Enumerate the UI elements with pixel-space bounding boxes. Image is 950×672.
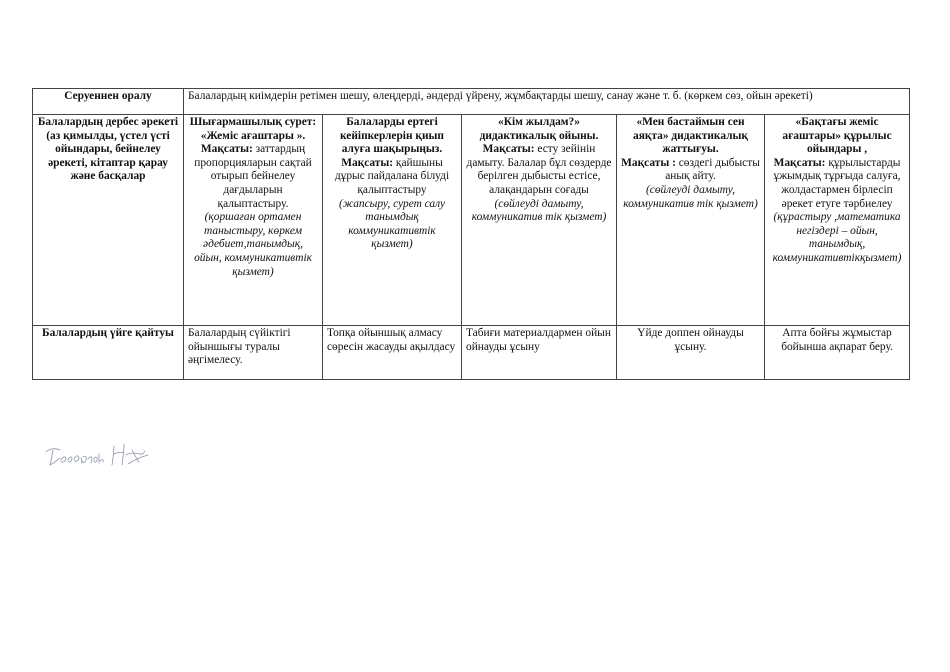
row-content-return: Балалардың киімдерін ретімен шешу, өлеңдерді, әндерді үйрену, жұмбақтарды шешу, санау және т. б. (көркем сөз, ойын әрекеті) — [184, 89, 910, 115]
day-cell-5 — [765, 115, 910, 326]
activity-title: «Бақтағы жеміс ағаштары» құрылыс ойындары , — [782, 116, 892, 156]
home-cell-3: Табиғи материалдармен ойын ойнауды ұсыну — [462, 326, 617, 380]
goal-text: есту зейінін дамыту. Балалар бұл сөздерде берілген дыбысты естісе, алақандарын соғады — [466, 143, 612, 196]
row-label-home: Балалардың үйге қайтуы — [33, 326, 184, 380]
activity-title: «Кім жылдам?» дидактикалық ойыны. — [479, 116, 599, 142]
table-row-independent — [33, 115, 910, 326]
home-cell-1: Балалардың сүйіктігі ойыншығы туралы әңгімелесу. — [184, 326, 323, 380]
day-cell-2 — [323, 115, 462, 326]
goal-text: заттардың пропорцияларын сақтай отырып бейнелеу дағдыларын қалыптастыру. — [194, 143, 312, 210]
day-cell-4 — [617, 115, 765, 326]
activity-types: (қоршаған ортамен таныстыру, көркем әдебиет,танымдық, ойын, коммуникативтік қызмет) — [194, 211, 312, 278]
home-cell-2: Топқа ойыншық алмасу сөресін жасауды ақылдасу — [323, 326, 462, 380]
row-label-return: Серуеннен оралу — [33, 89, 184, 115]
goal-label: Мақсаты: — [200, 143, 253, 156]
goal-text: қайшыны дұрыс пайдалана білуді қалыптастыру — [334, 156, 450, 196]
home-cell-5: Апта бойғы жұмыстар бойынша ақпарат беру. — [765, 326, 910, 380]
plan-table — [32, 88, 910, 380]
goal-text: сөздегі дыбысты анық айту. — [665, 156, 760, 183]
activity-types: (сөйлеуді дамыту, коммуникатив тік қызмет) — [623, 183, 758, 210]
goal-label: Мақсаты : — [621, 156, 676, 169]
goal-label: Мақсаты: — [773, 156, 826, 169]
activity-types: (сөйлеуді дамыту, коммуникатив тік қызмет) — [471, 197, 607, 224]
activity-types: (жапсыру, сурет салу танымдық коммуникативтік қызмет) — [338, 197, 445, 251]
goal-text: құрылыстарды ұжымдық тұрғыда салуға, жолдастармен бірлесіп әрекет етуге тәрбиелеу — [773, 156, 901, 210]
goal-label: Мақсаты: — [341, 156, 394, 169]
activity-title: Балаларды ертегі кейіпкерлерін қиып алуға шақырыңыз. — [340, 116, 444, 156]
table-row-return — [33, 89, 910, 115]
day-cell-3 — [462, 115, 617, 326]
day-cell-1 — [184, 115, 323, 326]
handwritten-signature — [44, 438, 159, 474]
table-row-home — [33, 326, 910, 380]
activity-title: Шығармашылық сурет: «Жеміс ағаштары ». — [189, 116, 317, 142]
activity-types: (құрастыру ,математика негіздері – ойын, танымдық, коммуникативтікқызмет) — [772, 211, 902, 264]
home-cell-4: Үйде доппен ойнауды ұсыну. — [617, 326, 765, 380]
activity-title: «Мен бастаймын сен аяқта» дидактикалық жаттығуы. — [633, 116, 748, 156]
row-label-independent: Балалардың дербес әрекеті (аз қимылды, үстел үсті ойындары, бейнелеу әрекеті, кітаптар қарау және басқалар — [33, 115, 184, 326]
goal-label: Мақсаты: — [482, 143, 535, 156]
